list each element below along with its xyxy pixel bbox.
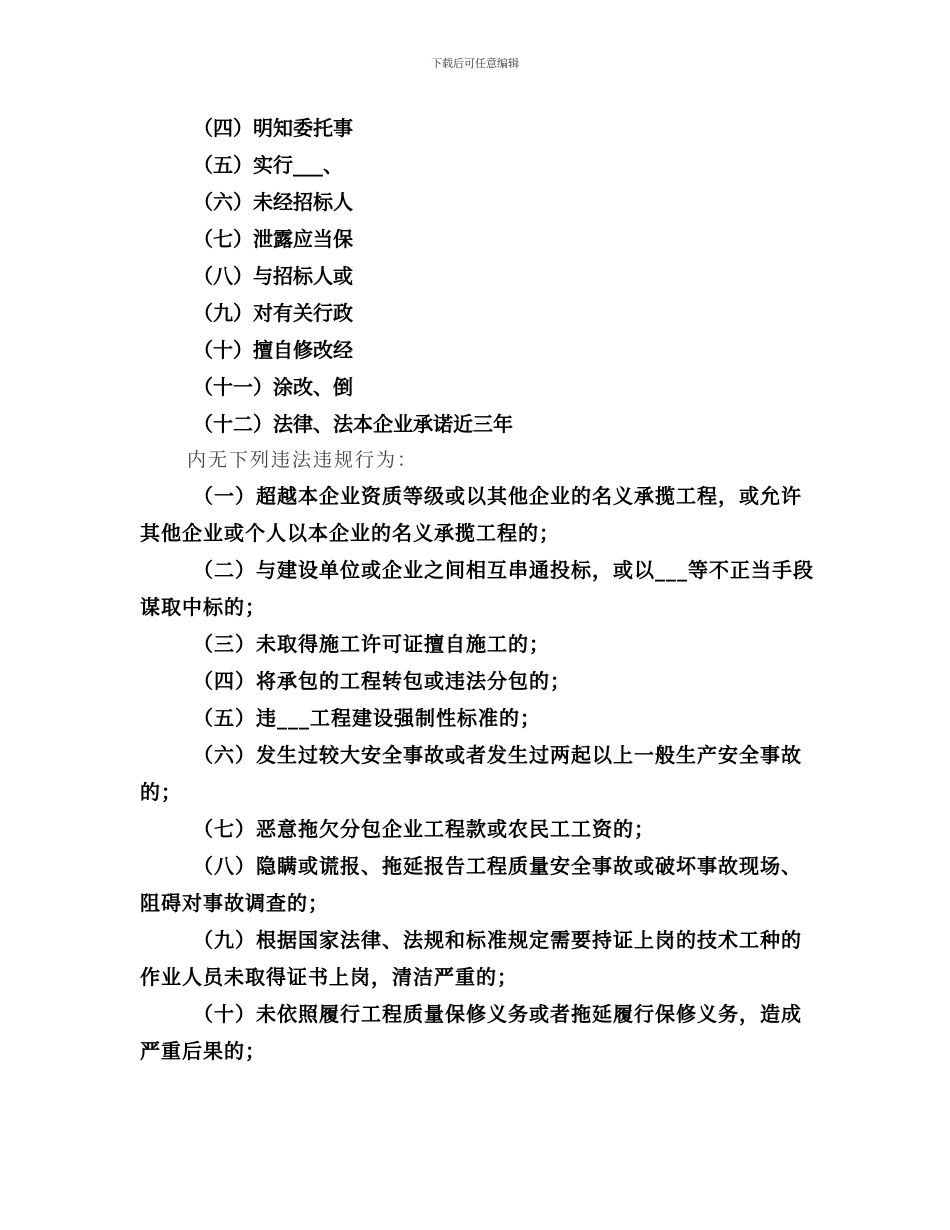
short-item-list bbox=[193, 110, 893, 443]
paragraph: （八）隐瞒或谎报、拖延报告工程质量安全事故或破坏事故现场、阻碍对事故调查的； bbox=[140, 854, 802, 915]
list-item: （十）擅自修改经 bbox=[193, 338, 353, 362]
list-item: （九）对有关行政 bbox=[193, 301, 353, 325]
page-header: 下载后可任意编辑 bbox=[431, 57, 519, 70]
list-item: （十一）涂改、倒 bbox=[193, 375, 353, 399]
paragraph: （十）未依照履行工程质量保修义务或者拖延履行保修义务，造成严重后果的； bbox=[140, 1002, 802, 1063]
paragraph: （三）未取得施工许可证擅自施工的； bbox=[193, 632, 550, 656]
list-item: （七）泄露应当保 bbox=[193, 227, 353, 251]
list-item: （四）明知委托事 bbox=[193, 116, 353, 140]
violation-list bbox=[140, 478, 820, 1070]
intro-text: 内无下列违法违规行为： bbox=[187, 449, 419, 471]
list-item: （五）实行___、 bbox=[193, 153, 343, 177]
list-item: （六）未经招标人 bbox=[193, 190, 353, 214]
paragraph: （九）根据国家法律、法规和标准规定需要持证上岗的技术工种的作业人员未取得证书上岗，清洁严重的； bbox=[140, 928, 802, 989]
paragraph: （一）超越本企业资质等级或以其他企业的名义承揽工程，或允许其他企业或个人以本企业的名义承揽工程的； bbox=[140, 484, 802, 545]
paragraph: （六）发生过较大安全事故或者发生过两起以上一般生产安全事故的； bbox=[140, 743, 802, 804]
paragraph: （五）违___工程建设强制性标准的； bbox=[193, 706, 541, 730]
list-item: （十二）法律、法本企业承诺近三年 bbox=[193, 412, 513, 436]
list-item: （八）与招标人或 bbox=[193, 264, 353, 288]
paragraph: （七）恶意拖欠分包企业工程款或农民工工资的； bbox=[193, 817, 655, 841]
paragraph: （四）将承包的工程转包或违法分包的； bbox=[193, 669, 571, 693]
paragraph: （二）与建设单位或企业之间相互串通投标，或以___等不正当手段谋取中标的； bbox=[140, 558, 814, 619]
